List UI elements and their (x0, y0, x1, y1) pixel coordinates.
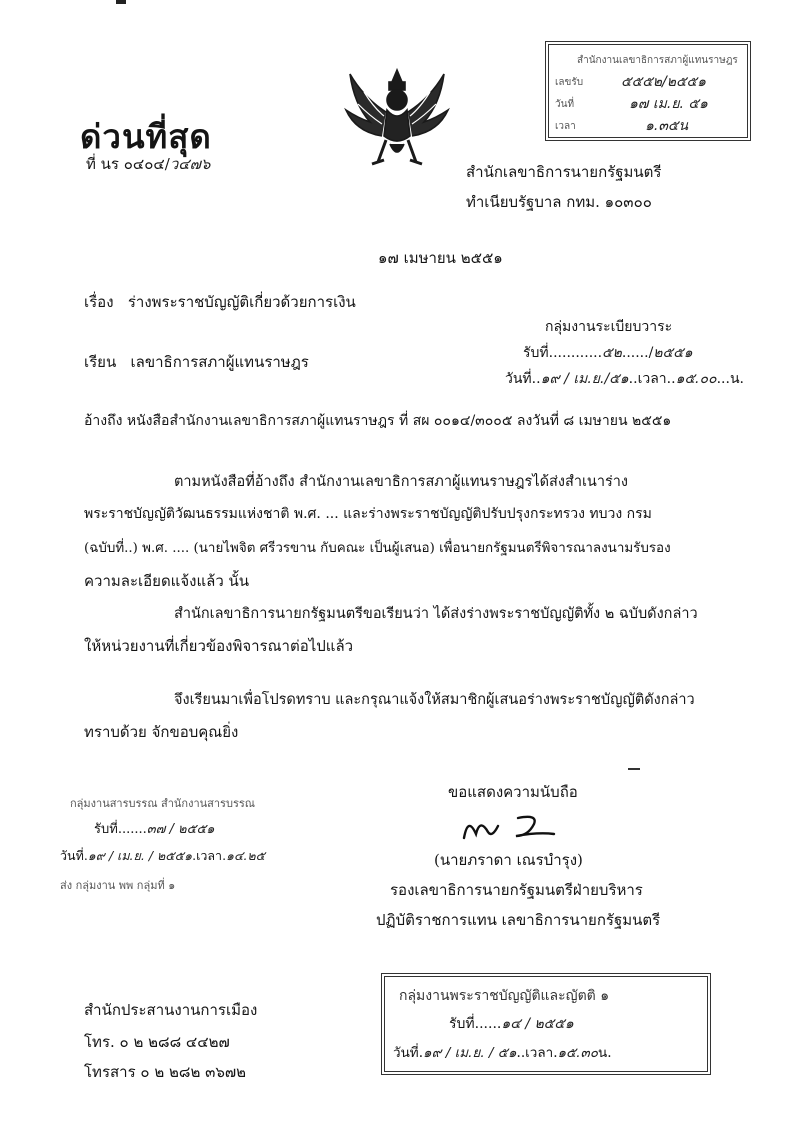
stamp-date: ๑๗ เม.ย. ๕๑ (629, 96, 708, 112)
registry-date: ๑๙ / เม.ย./๕๑ (540, 371, 629, 387)
registry-org: กลุ่มงานระเบียบวาระ (545, 319, 673, 335)
received-stamp-top (548, 44, 748, 138)
sender-address: ทำเนียบรัฐบาล กทม. ๑๐๓๐๐ (466, 193, 652, 211)
left-stamp-no-label: รับที่ (94, 822, 118, 837)
bottom-stamp-date: ๑๙ / เม.ย. / ๕๑ (423, 1045, 517, 1061)
left-stamp-time-label: เวลา (196, 848, 223, 863)
paragraph-2-line-1: สำนักเลขาธิการนายกรัฐมนตรีขอเรียนว่า ได้ส่งร่างพระราชบัญญัติทั้ง ๒ ฉบับดังกล่าว (174, 606, 698, 622)
stamp-time-label: เวลา (555, 121, 576, 132)
ref-no-handwritten: ว๔๗๖ (169, 155, 211, 173)
left-stamp-no-row: รับที่.......๓๗ / ๒๕๕๑ (94, 822, 215, 837)
stamp-no-label: เลขรับ (555, 77, 584, 88)
bottom-stamp-no-row: รับที่......๑๔ / ๒๕๕๑ (449, 1016, 574, 1032)
left-stamp-date: ๑๙ / เม.ย. / ๒๕๕๑ (87, 848, 193, 863)
left-stamp-time: ๑๔.๒๕ (226, 848, 266, 863)
registry-time-label: เวลา (637, 371, 667, 387)
registry-year: ๒๕๕๑ (653, 345, 693, 361)
registry-stamp (505, 316, 745, 396)
recipient (84, 350, 309, 374)
sender-office: สำนักเลขาธิการนายกรัฐมนตรี (466, 163, 662, 181)
signer-position-2: ปฏิบัติราชการแทน เลขาธิการนายกรัฐมนตรี (376, 911, 661, 929)
paragraph-3-line-2: ทราบด้วย จักขอบคุณยิ่ง (84, 723, 239, 741)
reference-line: อ้างถึง หนังสือสำนักงานเลขาธิการสภาผู้แทนราษฎร ที่ สผ ๐๐๑๔/๓๐๐๕ ลงวันที่ ๘ เมษายน ๒๕๕๑ (84, 413, 672, 429)
bottom-stamp-date-label: วันที่ (393, 1045, 419, 1061)
reference-number (86, 152, 210, 176)
left-stamp-org: กลุ่มงานสารบรรณ สำนักงานสารบรรณ (70, 797, 255, 810)
paragraph-1-line-3: (ฉบับที่..) พ.ศ. .... (นายไพจิต ศรีวรขาน กับคณะ เป็นผู้เสนอ) เพื่อนายกรัฐมนตรีพิจารณาลงนามรับรอง (84, 541, 671, 556)
paragraph-3-line-1: จึงเรียนมาเพื่อโปรดทราบ และกรุณาแจ้งให้สมาชิกผู้เสนอร่างพระราชบัญญัติดังกล่าว (174, 692, 695, 708)
bottom-stamp-date-row: วันที่.๑๙ / เม.ย. / ๕๑..เวลา.๑๕.๓๐น. (393, 1045, 612, 1061)
paragraph-2-line-2: ให้หน่วยงานที่เกี่ยวข้องพิจารณาต่อไปแล้ว (84, 637, 354, 655)
paragraph-1-line-2: พระราชบัญญัติวัฒนธรรมแห่งชาติ พ.ศ. ... และร่างพระราชบัญญัติปรับปรุงกระทรวง ทบวง กรม (84, 506, 652, 522)
signer-position-1: รองเลขาธิการนายกรัฐมนตรีฝ่ายบริหาร (390, 881, 643, 899)
stamp-org: สำนักงานเลขาธิการสภาผู้แทนราษฎร (577, 55, 738, 66)
garuda-emblem-icon (340, 64, 455, 172)
registry-no-label: รับที่ (523, 345, 549, 361)
paragraph-1-line-1: ตามหนังสือที่อ้างถึง สำนักงานเลขาธิการสภาผู้แทนราษฎรได้ส่งสำเนาร่าง (174, 474, 628, 490)
registry-no-row: รับที่............๕๒....../๒๕๕๑ (523, 345, 693, 361)
bottom-stamp-time-label: เวลา (525, 1045, 554, 1061)
signature-icon (458, 808, 568, 844)
subject-label: เรื่อง (84, 293, 114, 311)
footer-tel: โทร. ๐ ๒ ๒๘๘ ๔๔๒๗ (84, 1033, 230, 1051)
scan-mark (116, 0, 126, 4)
bottom-stamp-time: ๑๕.๓๐ (557, 1045, 599, 1061)
scan-mark (628, 768, 640, 770)
stamp-date-label: วันที่ (555, 99, 575, 110)
bottom-stamp-org: กลุ่มงานพระราชบัญญัติและญัตติ ๑ (399, 988, 610, 1004)
stamp-time: ๑.๓๕น (645, 118, 689, 134)
subject (84, 290, 356, 314)
left-stamp-date-label: วันที่ (60, 848, 84, 863)
ref-no-printed: ที่ นร ๐๔๐๔/ (86, 155, 170, 173)
registry-suffix: น. (729, 371, 744, 387)
bottom-stamp-suffix: น. (598, 1045, 612, 1061)
registry-no: ๕๒ (602, 345, 622, 361)
urgency-heading: ด่วนที่สุด (80, 117, 212, 156)
footer-fax: โทรสาร ๐ ๒ ๒๘๒ ๓๖๗๒ (84, 1063, 247, 1081)
recipient-label: เรียน (84, 353, 117, 371)
registry-date-row: วันที่..๑๙ / เม.ย./๕๑..เวลา..๑๕.๐๐...น. (505, 371, 744, 387)
paragraph-1-line-4: ความละเอียดแจ้งแล้ว นั้น (84, 572, 250, 590)
received-stamp-left (60, 794, 330, 894)
left-stamp-date-row: วันที่.๑๙ / เม.ย. / ๒๕๕๑.เวลา.๑๔.๒๕ (60, 848, 266, 863)
footer-office: สำนักประสานงานการเมือง (84, 1001, 258, 1019)
letter-date: ๑๗ เมษายน ๒๕๕๑ (378, 249, 503, 267)
bottom-stamp-no: ๑๔ / ๒๕๕๑ (501, 1016, 574, 1032)
signer-name: (นายภราดา เณรบำรุง) (434, 851, 583, 869)
recipient-text: เลขาธิการสภาผู้แทนราษฎร (130, 353, 309, 371)
left-stamp-no: ๓๗ / ๒๕๕๑ (146, 822, 215, 837)
bottom-stamp-no-label: รับที่ (449, 1016, 475, 1032)
left-stamp-note: ส่ง กลุ่มงาน พพ กลุ่มที่ ๑ (60, 879, 176, 892)
received-stamp-bottom (384, 976, 708, 1072)
registry-time: ๑๕.๐๐ (675, 371, 717, 387)
closing-regards: ขอแสดงความนับถือ (448, 783, 578, 801)
subject-text: ร่างพระราชบัญญัติเกี่ยวด้วยการเงิน (127, 293, 356, 311)
stamp-no: ๕๕๕๒/๒๕๕๑ (621, 74, 707, 90)
registry-date-label: วันที่ (505, 371, 532, 387)
